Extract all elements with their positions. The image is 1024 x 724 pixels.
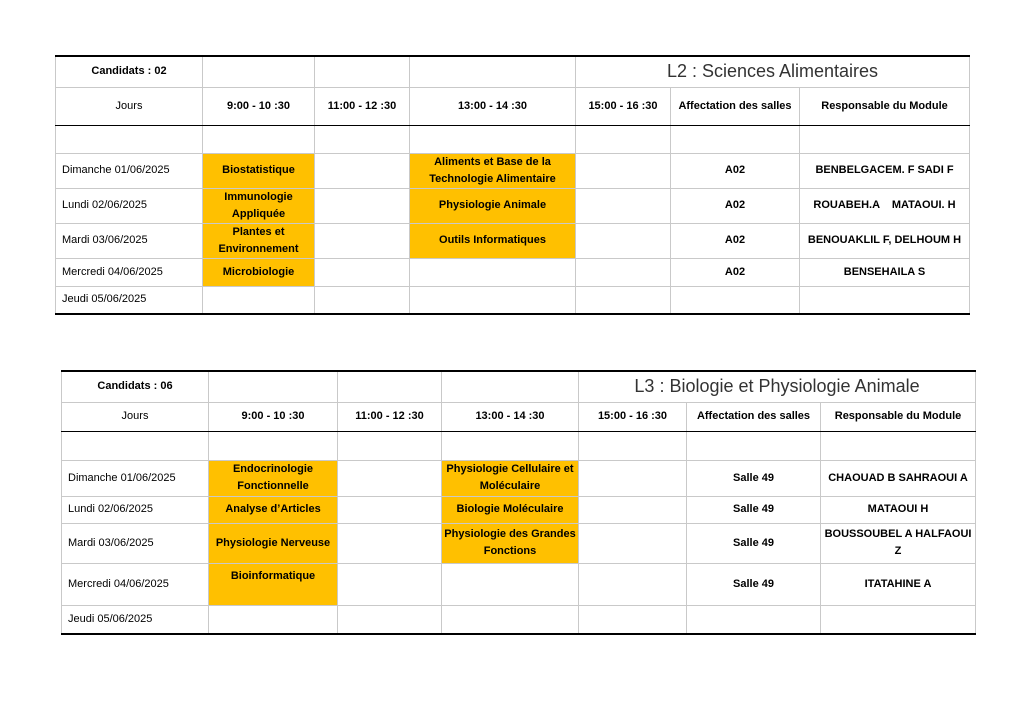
header-jours: Jours <box>62 402 209 431</box>
responsable-cell: BENSEHAILA S <box>800 258 970 286</box>
candidats-count: Candidats : 02 <box>56 56 203 87</box>
header-slot2: 11:00 - 12 :30 <box>338 402 442 431</box>
module-cell: Biostatistique <box>203 153 315 188</box>
responsable-cell: MATAOUI H <box>821 496 976 523</box>
module-cell: Physiologie des Grandes Fonctions <box>442 523 579 563</box>
table-title: L2 : Sciences Alimentaires <box>576 56 970 87</box>
module-cell: Immunologie Appliquée <box>203 188 315 223</box>
table-row <box>62 460 976 496</box>
header-responsable: Responsable du Module <box>800 87 970 125</box>
module-cell: Physiologie Animale <box>410 188 576 223</box>
table-row <box>56 223 970 258</box>
responsable-cell: BOUSSOUBEL A HALFAOUI Z <box>821 523 976 563</box>
salle-cell: Salle 49 <box>687 496 821 523</box>
table-row <box>56 188 970 223</box>
table-row <box>56 153 970 188</box>
row-day: Dimanche 01/06/2025 <box>56 153 203 188</box>
row-day: Mercredi 04/06/2025 <box>62 563 209 605</box>
module-cell: Physiologie Nerveuse <box>209 523 338 563</box>
module-cell: Microbiologie <box>203 258 315 286</box>
salle-cell: Salle 49 <box>687 523 821 563</box>
header-slot3: 13:00 - 14 :30 <box>442 402 579 431</box>
salle-cell: Salle 49 <box>687 563 821 605</box>
schedule-table-l3 <box>61 370 976 635</box>
title-row <box>62 371 976 402</box>
header-jours: Jours <box>56 87 203 125</box>
row-day: Lundi 02/06/2025 <box>56 188 203 223</box>
table-row <box>56 258 970 286</box>
responsable-cell: ITATAHINE A <box>821 563 976 605</box>
header-slot1: 9:00 - 10 :30 <box>209 402 338 431</box>
header-slot4: 15:00 - 16 :30 <box>576 87 671 125</box>
row-day: Mercredi 04/06/2025 <box>56 258 203 286</box>
salle-cell: A02 <box>671 188 800 223</box>
header-slot3: 13:00 - 14 :30 <box>410 87 576 125</box>
header-slot1: 9:00 - 10 :30 <box>203 87 315 125</box>
module-cell: Biologie Moléculaire <box>442 496 579 523</box>
module-cell: Aliments et Base de la Technologie Alimentaire <box>410 153 576 188</box>
header-salles: Affectation des salles <box>687 402 821 431</box>
salle-cell: Salle 49 <box>687 460 821 496</box>
spacer-row <box>62 431 976 460</box>
salle-cell: A02 <box>671 258 800 286</box>
table-row <box>62 523 976 563</box>
row-day: Jeudi 05/06/2025 <box>56 286 203 314</box>
table-row <box>56 286 970 314</box>
header-slot2: 11:00 - 12 :30 <box>315 87 410 125</box>
module-cell: Bioinformatique <box>209 563 338 605</box>
responsable-cell: CHAOUAD B SAHRAOUI A <box>821 460 976 496</box>
row-day: Lundi 02/06/2025 <box>62 496 209 523</box>
module-cell: Physiologie Cellulaire et Moléculaire <box>442 460 579 496</box>
responsable-cell: ROUABEH.A MATAOUI. H <box>800 188 970 223</box>
module-cell: Outils Informatiques <box>410 223 576 258</box>
module-cell: Plantes et Environnement <box>203 223 315 258</box>
responsable-cell: BENOUAKLIL F, DELHOUM H <box>800 223 970 258</box>
row-day: Mardi 03/06/2025 <box>56 223 203 258</box>
header-row <box>62 402 976 431</box>
table-row <box>62 496 976 523</box>
responsable-cell: BENBELGACEM. F SADI F <box>800 153 970 188</box>
module-cell: Endocrinologie Fonctionnelle <box>209 460 338 496</box>
header-row <box>56 87 970 125</box>
table-row <box>62 563 976 605</box>
row-day: Dimanche 01/06/2025 <box>62 460 209 496</box>
header-salles: Affectation des salles <box>671 87 800 125</box>
module-cell: Analyse d’Articles <box>209 496 338 523</box>
schedule-table-l2 <box>55 55 970 315</box>
salle-cell: A02 <box>671 223 800 258</box>
header-responsable: Responsable du Module <box>821 402 976 431</box>
table-title: L3 : Biologie et Physiologie Animale <box>579 371 976 402</box>
row-day: Jeudi 05/06/2025 <box>62 605 209 634</box>
header-slot4: 15:00 - 16 :30 <box>579 402 687 431</box>
candidats-count: Candidats : 06 <box>62 371 209 402</box>
table-row <box>62 605 976 634</box>
spacer-row <box>56 125 970 153</box>
title-row <box>56 56 970 87</box>
salle-cell: A02 <box>671 153 800 188</box>
row-day: Mardi 03/06/2025 <box>62 523 209 563</box>
